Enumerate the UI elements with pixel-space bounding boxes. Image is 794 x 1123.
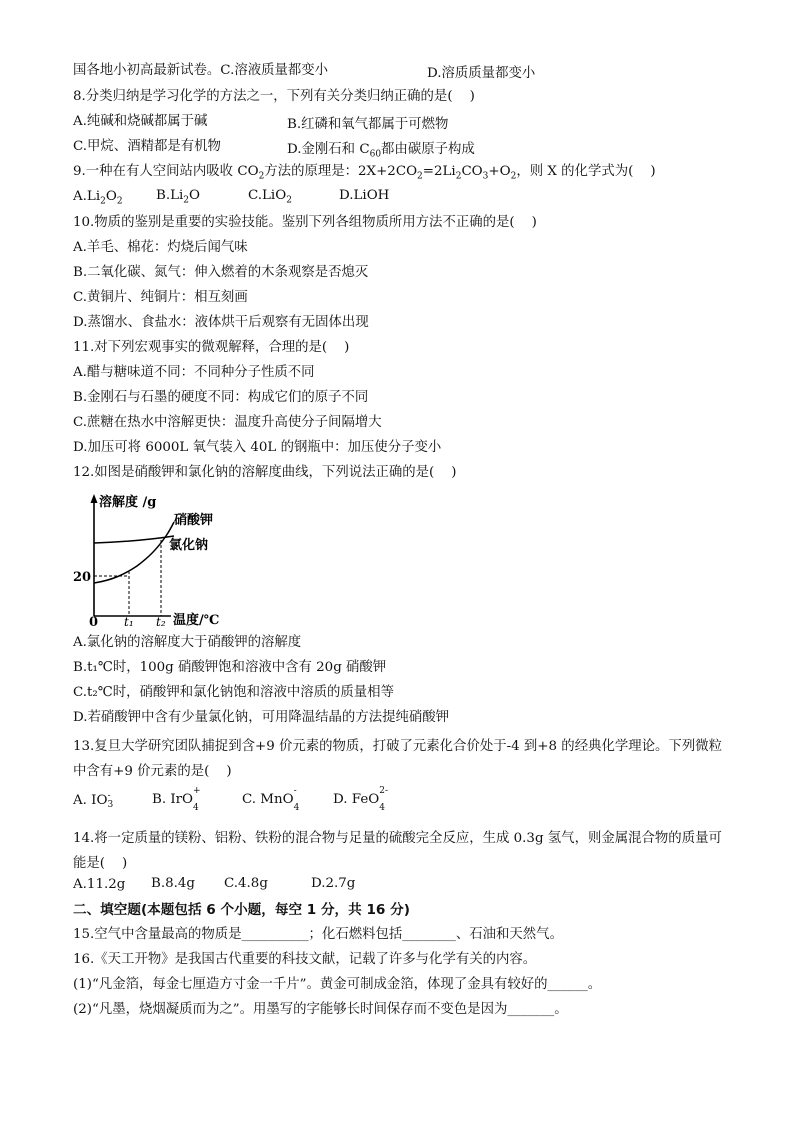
q8-option-b: B.红磷和氧气都属于可燃物 <box>287 117 449 132</box>
q11-option-c: C.蔗糖在热水中溶解更快：温度升高使分子间隔增大 <box>73 415 382 430</box>
section-heading-fill-in: 二、填空题(本题包括 6 个小题，每空 1 分，共 16 分) <box>73 902 410 918</box>
q13-option-c <box>242 786 300 813</box>
q9-sub: 2 <box>417 171 423 182</box>
q13-c-sub: 4 <box>293 803 300 813</box>
q9-stem-e: +O <box>488 164 511 179</box>
q13-c-text: C. MnO <box>242 792 294 807</box>
y-axis-label: 溶解度 /g <box>99 495 157 510</box>
q13-a-text: A. IO <box>73 793 108 808</box>
q13-d-text: D. FeO <box>333 792 380 807</box>
q13-stem: 13.复旦大学研究团队捕捉到含+9 价元素的物质，打破了元素化合价处于-4 到+8 的经典化学理论。下列微粒中含有+9 价元素的是( ) <box>73 739 722 779</box>
q13-c-sup: - <box>293 786 297 796</box>
q9-stem-c: =2Li <box>422 164 456 179</box>
y-tick-20: 20 <box>73 570 92 585</box>
q9-sub: 2 <box>510 171 517 182</box>
q9-c-text: C.LiO <box>248 188 287 203</box>
q8-option-a: A.纯碱和烧碱都属于碱 <box>73 114 208 129</box>
q11-option-d: D.加压可将 6000L 氧气装入 40L 的钢瓶中：加压使分子变小 <box>73 440 442 455</box>
q14-option-a: A.11.2g <box>73 877 126 892</box>
q9-option-a <box>73 188 123 211</box>
q7-option-d: D.溶质质量都变小 <box>427 66 536 81</box>
x-tick-t2: t₂ <box>156 615 166 626</box>
q13-b-sup: + <box>193 786 201 796</box>
q9-stem-f: ，则 X 的化学式为( ) <box>516 164 656 179</box>
q16-part-2: (2)“凡墨，烧烟凝质而为之”。用墨写的字能够长时间保存而不变色是因为_______。 <box>73 1002 568 1017</box>
q14-option-d: D.2.7g <box>311 876 356 891</box>
q13-option-b <box>152 786 201 813</box>
q16-stem: 16.《天工开物》是我国古代重要的科技文献，记载了许多与化学有关的内容。 <box>73 952 537 967</box>
q9-b-sub: 2 <box>183 195 190 206</box>
q10-option-b: B.二氧化碳、氮气：伸入燃着的木条观察是否熄灭 <box>73 265 369 280</box>
y-axis-arrow <box>91 494 98 503</box>
legend-kno3: 硝酸钾 <box>174 513 214 528</box>
q12-option-a: A.氯化钠的溶解度大于硝酸钾的溶解度 <box>73 635 302 650</box>
q9-stem-d: CO <box>461 164 483 179</box>
q13-option-d <box>333 786 389 813</box>
q9-stem <box>73 163 656 186</box>
q9-stem-b: 方法的原理是：2X+2CO <box>264 164 418 179</box>
q14-stem: 14.将一定质量的镁粉、铝粉、铁粉的混合物与足量的硫酸完全反应，生成 0.3g 氢气，则金属混合物的质量可能是( ) <box>73 831 722 871</box>
q13-option-a <box>73 791 114 810</box>
q9-sub: 2 <box>258 171 265 182</box>
q11-option-b: B.金刚石与石墨的硬度不同：构成它们的原子不同 <box>73 390 369 405</box>
series-kno3-curve <box>94 522 174 583</box>
x-tick-t1: t₁ <box>124 615 134 626</box>
q8-d-sub: 60 <box>369 149 382 160</box>
q8-stem: 8.分类归纳是学习化学的方法之一，下列有关分类归纳正确的是( ) <box>73 89 475 104</box>
q8-option-d <box>287 138 475 160</box>
q13-a-sub: 3 <box>107 800 114 810</box>
q8-option-c: C.甲烷、酒精都是有机物 <box>73 139 221 154</box>
q10-stem: 10.物质的鉴别是重要的实验技能。鉴别下列各组物质所用方法不正确的是( ) <box>73 215 537 230</box>
q9-a-sub2: 2 <box>116 196 123 207</box>
q13-b-sub: 4 <box>193 803 199 813</box>
q13-d-sup: 2- <box>379 786 389 796</box>
legend-nacl: 氯化钠 <box>169 538 209 553</box>
q12-option-c: C.t₂℃时，硝酸钾和氯化钠饱和溶液中溶质的质量相等 <box>73 685 394 700</box>
q9-b-text2: O <box>189 188 200 203</box>
q12-stem: 12.如图是硝酸钾和氯化钠的溶解度曲线，下列说法正确的是( ) <box>73 465 457 480</box>
q10-option-c: C.黄铜片、纯铜片：相互刻画 <box>73 290 248 305</box>
x-axis-label: 温度/℃ <box>173 613 220 626</box>
q9-option-d: D.LiOH <box>339 188 390 203</box>
q16-part-1: (1)“凡金箔，每金七厘造方寸金一千片”。黄金可制成金箔，体现了金具有较好的______。 <box>73 977 602 992</box>
q7-option-c: 国各地小初高最新试卷。C.溶液质量都变小 <box>73 63 329 78</box>
q9-option-b <box>156 188 200 206</box>
q8-d-text: D.金刚石和 C <box>287 142 370 157</box>
q9-a-text: A.Li <box>73 189 101 204</box>
q12-option-b: B.t₁℃时，100g 硝酸钾饱和溶液中含有 20g 硝酸钾 <box>73 660 387 675</box>
q10-option-d: D.蒸馏水、食盐水：液体烘干后观察有无固体出现 <box>73 315 369 330</box>
q11-option-a: A.醋与糖味道不同：不同种分子性质不同 <box>73 365 315 380</box>
q14-option-c: C.4.8g <box>224 876 268 891</box>
q9-sub: 2 <box>455 171 462 182</box>
q9-b-text: B.Li <box>156 188 184 203</box>
q12-option-d: D.若硝酸钾中含有少量氯化钠，可用降温结晶的方法提纯硝酸钾 <box>73 710 450 725</box>
q13-b-text: B. IrO <box>152 792 194 807</box>
q10-option-a: A.羊毛、棉花：灼烧后闻气味 <box>73 240 248 255</box>
q9-a-sub: 2 <box>100 196 106 207</box>
q9-a-text2: O <box>105 189 117 204</box>
q15-text: 15.空气中含量最高的物质是__________；化石燃料包括________、石油和天然气。 <box>73 927 563 942</box>
q11-stem: 11.对下列宏观事实的微观解释，合理的是( ) <box>73 340 350 355</box>
q8-d-text2: 都由碳原子构成 <box>381 142 475 157</box>
q9-c-sub: 2 <box>286 195 292 206</box>
q14-option-b: B.8.4g <box>151 876 195 891</box>
q9-stem-a: 9.一种在有人空间站内吸收 CO <box>73 164 259 179</box>
q9-sub: 3 <box>482 171 489 182</box>
q9-option-c <box>248 188 292 206</box>
q13-d-sub: 4 <box>379 803 385 813</box>
x-tick-0: 0 <box>89 615 99 626</box>
q13-a-sup: - <box>107 791 111 801</box>
solubility-chart <box>73 492 233 626</box>
